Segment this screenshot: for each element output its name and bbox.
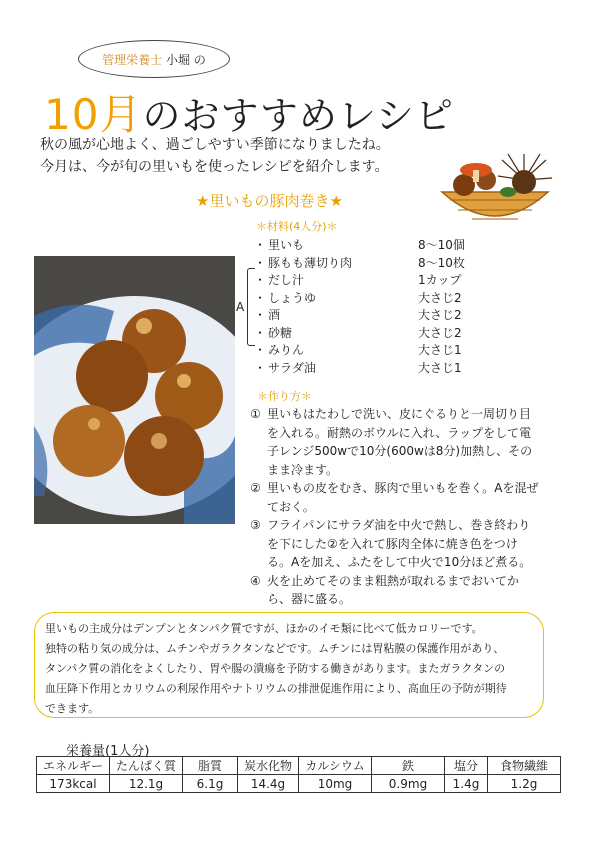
note-line: タンパク質の消化をよくしたり、胃や腸の潰瘍を予防する働きがあります。またガラクタンの [45, 662, 506, 675]
intro-line: 今月は、今が旬の里いもを使ったレシピを紹介します。 [40, 159, 389, 175]
step-item [250, 479, 540, 516]
nutrition-value: 6.1g [183, 775, 238, 793]
nutrition-header: 鉄 [372, 757, 445, 775]
nutrition-value: 14.4g [238, 775, 299, 793]
step-item [250, 572, 540, 609]
ingredient-row [254, 341, 508, 359]
step-number: ① [250, 407, 261, 421]
nutrition-header: 脂質 [183, 757, 238, 775]
nutrition-header: たんぱく質 [110, 757, 183, 775]
nutrition-value: 10mg [299, 775, 372, 793]
step-number: ④ [250, 573, 261, 588]
ingredient-name: だし汁 [268, 273, 305, 288]
bullet: ・ [254, 238, 267, 253]
ingredient-qty: 1カップ [418, 273, 462, 288]
author-bubble [78, 40, 230, 78]
nutrition-header: エネルギー [37, 757, 110, 775]
nutrition-value: 1.4g [445, 775, 488, 793]
bullet: ・ [254, 273, 267, 288]
ingredient-name: 酒 [268, 308, 281, 323]
recipe-title: ★里いもの豚肉巻き★ [196, 192, 343, 210]
author-name: 小堀 の [166, 52, 206, 67]
bullet: ・ [254, 343, 267, 358]
intro-line: 秋の風が心地よく、過ごしやすい季節になりましたね。 [40, 137, 390, 153]
ingredient-row [254, 271, 508, 289]
ingredient-qty: 大さじ1 [418, 343, 462, 358]
nutrition-value: 12.1g [110, 775, 183, 793]
nutrition-header: 食物繊維 [488, 757, 561, 775]
step-number: ② [250, 481, 261, 495]
page-title [44, 82, 454, 142]
note-line: 独特の粘り気の成分は、ムチンやガラクタンなどです。ムチンには胃粘膜の保護作用があり、 [45, 642, 505, 655]
nutrition-value: 173kcal [37, 775, 110, 793]
ingredient-qty: 8～10個 [418, 238, 465, 253]
ingredient-name: サラダ油 [268, 360, 316, 375]
ingredient-name: 砂糖 [268, 325, 293, 340]
dish-photo [34, 256, 235, 524]
step-item [250, 516, 540, 572]
bullet: ・ [254, 308, 267, 323]
nutrition-table [36, 756, 561, 793]
ingredient-row [254, 289, 508, 307]
step-text: フライパンにサラダ油を中火で熱し、巻き終わりを下にした②を入れて豚肉全体に焼き色をつける。Aを加え、ふたをして中火で10分ほど煮る。 [267, 518, 532, 569]
step-text: 里いもの皮をむき、豚肉で里いもを巻く。Aを混ぜておく。 [267, 481, 539, 514]
step-text: 火を止めてそのまま粗熱が取れるまでおいてから、器に盛る。 [267, 573, 520, 606]
ingredient-name: みりん [268, 343, 305, 358]
nutrition-header: カルシウム [299, 757, 372, 775]
author-role: 管理栄養士 [102, 52, 163, 67]
ingredient-qty: 大さじ2 [418, 308, 462, 323]
ingredient-row [254, 306, 508, 324]
note-line: できます。 [45, 702, 100, 715]
bullet: ・ [254, 325, 267, 340]
ingredients-heading: ＊材料(4人分)＊ [256, 220, 338, 233]
ingredient-name: 豚もも薄切り肉 [268, 255, 353, 270]
nutrition-note-box [34, 612, 544, 718]
ingredient-row [254, 236, 508, 254]
nutrition-header: 塩分 [445, 757, 488, 775]
nutrition-header-row [37, 757, 561, 775]
a-group-bracket [247, 268, 255, 346]
title-month: 10月 [44, 90, 143, 139]
ingredient-name: しょうゆ [268, 290, 317, 305]
ingredient-qty: 大さじ2 [418, 325, 462, 340]
nutrition-value: 0.9mg [372, 775, 445, 793]
ingredient-row [254, 359, 508, 377]
step-number: ③ [250, 518, 261, 532]
ingredient-row [254, 254, 508, 272]
a-group-label: A [236, 300, 245, 314]
note-line: 血圧降下作用とカリウムの利尿作用やナトリウムの排泄促進作用により、高血圧の予防が期待 [45, 682, 507, 695]
intro-text [40, 134, 390, 178]
step-item [250, 405, 540, 479]
nutrition-value-row [37, 775, 561, 793]
ingredient-qty: 大さじ1 [418, 360, 462, 375]
note-line: 里いもの主成分はデンプンとタンパク質ですが、ほかのイモ類に比べて低カロリーです。 [45, 622, 483, 635]
bullet: ・ [254, 290, 267, 305]
bullet: ・ [254, 255, 267, 270]
bullet: ・ [254, 360, 267, 375]
steps-list [250, 405, 540, 609]
ingredient-qty: 8～10枚 [418, 255, 465, 270]
autumn-basket-illustration [436, 152, 554, 230]
step-text: 里いもはたわしで洗い、皮にぐるりと一周切り目を入れる。耐熱のボウルに入れ、ラップをして電子レンジ500wで10分(600wは8分)加熱し、そのまま冷ます。 [267, 407, 533, 477]
nutrition-title: 栄養量(1人分) [66, 744, 150, 759]
title-rest: のおすすめレシピ [142, 94, 454, 138]
ingredients-list [254, 236, 508, 376]
ingredient-qty: 大さじ2 [418, 290, 462, 305]
nutrition-value: 1.2g [488, 775, 561, 793]
nutrition-header: 炭水化物 [238, 757, 299, 775]
ingredient-name: 里いも [268, 238, 305, 253]
ingredient-row [254, 324, 508, 342]
steps-heading: ＊作り方＊ [257, 390, 312, 403]
